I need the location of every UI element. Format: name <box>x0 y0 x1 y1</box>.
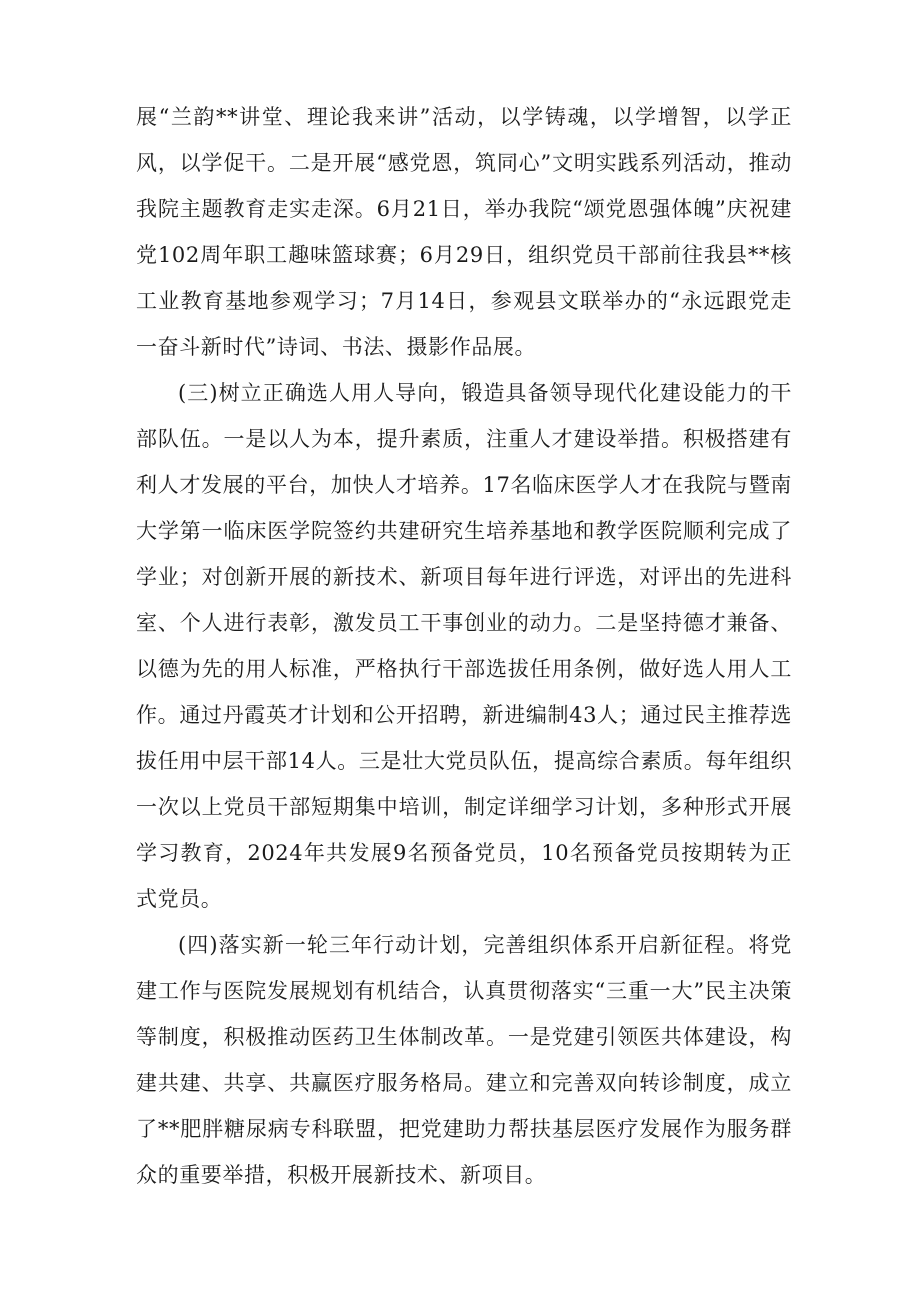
paragraph-section-four: (四)落实新一轮三年行动计划，完善组织体系开启新征程。将党建工作与医院发展规划有机结合，认真贯彻落实“三重一大”民主决策等制度，积极推动医药卫生体制改革。一是党建引领医共体建设，构建共建、共享、共赢医疗服务格局。建立和完善双向转诊制度，成立了**肥胖糖尿病专科联盟，把党建助力帮扶基层医疗发展作为服务群众的重要举措，积极开展新技术、新项目。 <box>136 933 792 1187</box>
document-body <box>136 94 792 1198</box>
paragraph-section-three: (三)树立正确选人用人导向，锻造具备领导现代化建设能力的干部队伍。一是以人为本，提升素质，注重人才建设举措。积极搭建有利人才发展的平台，加快人才培养。17名临床医学人才在我院与暨南大学第一临床医学院签约共建研究生培养基地和教学医院顺利完成了学业；对创新开展的新技术、新项目每年进行评选，对评出的先进科室、个人进行表彰，激发员工干事创业的动力。二是坚持德才兼备、以德为先的用人标准，严格执行干部选拔任用条例，做好选人用人工作。通过丹霞英才计划和公开招聘，新进编制43人；通过民主推荐选拔任用中层干部14人。三是壮大党员队伍，提高综合素质。每年组织一次以上党员干部短期集中培训，制定详细学习计划，多种形式开展学习教育，2024年共发展9名预备党员，10名预备党员按期转为正式党员。 <box>136 381 792 911</box>
paragraph-activities: 展“兰韵**讲堂、理论我来讲”活动，以学铸魂，以学增智，以学正风，以学促干。二是开展“感党恩，筑同心”文明实践系列活动，推动我院主题教育走实走深。6月21日，举办我院“颂党恩强体魄”庆祝建党102周年职工趣味篮球赛；6月29日，组织党员干部前往我县**核工业教育基地参观学习；7月14日，参观县文联举办的“永远跟党走一奋斗新时代”诗词、书法、摄影作品展。 <box>136 105 792 359</box>
